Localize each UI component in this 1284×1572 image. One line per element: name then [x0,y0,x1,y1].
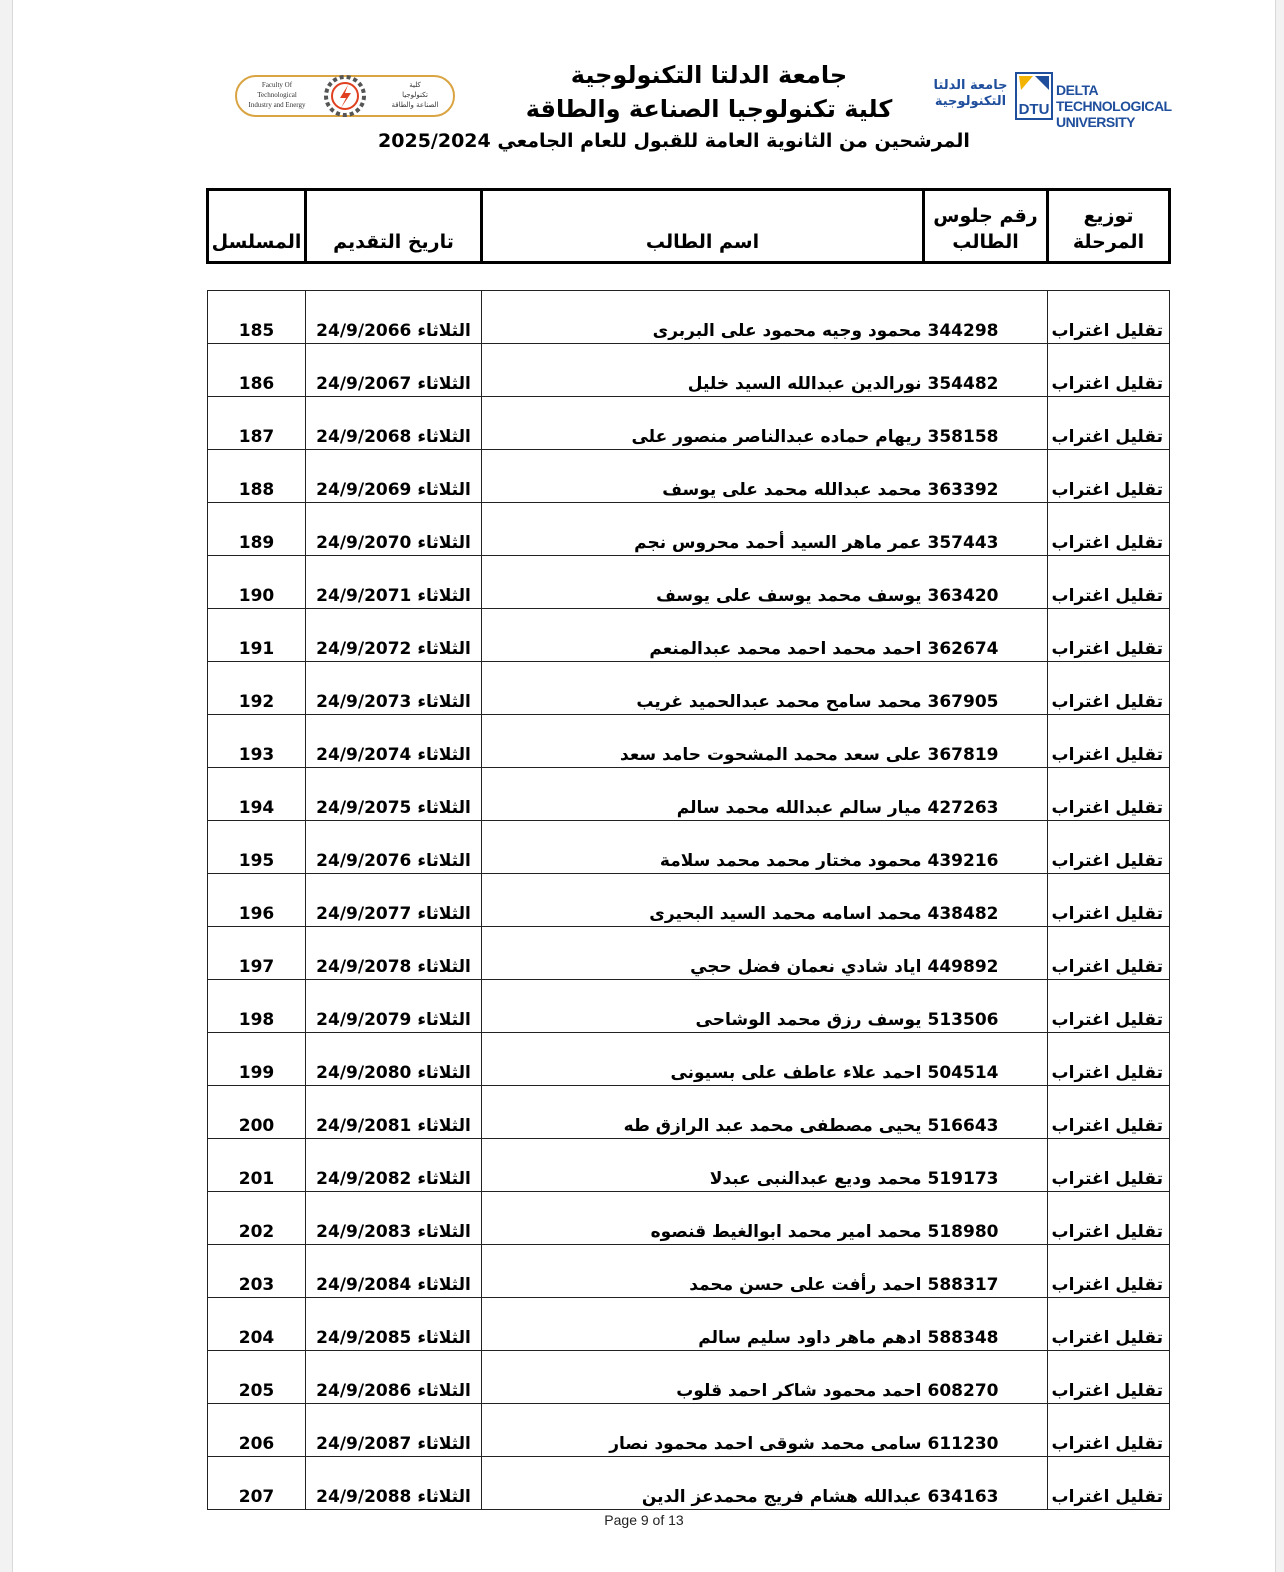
application-date-cell [306,291,482,344]
serial-cell: 207 [208,1457,306,1510]
serial-cell: 198 [208,980,306,1033]
application-date-cell [306,821,482,874]
application-day: الثلاثاء [417,1434,471,1454]
application-day: الثلاثاء [417,586,471,606]
stage-cell: تقليل اغتراب [1048,1298,1170,1351]
stage-cell: تقليل اغتراب [1048,1086,1170,1139]
application-day: الثلاثاء [417,692,471,712]
seat-number-cell: 367819 [924,715,1048,768]
student-name-cell: اياد شادي نعمان فضل حجي [482,927,924,980]
application-day: الثلاثاء [417,1116,471,1136]
stage-cell: تقليل اغتراب [1048,1033,1170,1086]
table-header-row [208,190,1170,263]
application-date-cell [306,1404,482,1457]
application-day: الثلاثاء [417,480,471,500]
table-row [208,1086,1170,1139]
seat-number-cell: 516643 [924,1086,1048,1139]
table-row [208,291,1170,344]
seat-number-cell: 608270 [924,1351,1048,1404]
application-date: 24/9/2076 [316,851,412,871]
serial-cell: 194 [208,768,306,821]
application-date-cell [306,874,482,927]
university-logo-english: DELTA TECHNOLOGICAL UNIVERSITY [1056,82,1172,130]
table-row [208,980,1170,1033]
page-number: Page 9 of 13 [604,1512,684,1528]
seat-number-cell: 449892 [924,927,1048,980]
svg-text:Industry and Energy: Industry and Energy [248,101,306,109]
document-page [12,0,1276,1572]
student-name-cell: محمد سامح محمد عبدالحميد غريب [482,662,924,715]
application-date: 24/9/2081 [316,1116,412,1136]
application-date: 24/9/2078 [316,957,412,977]
table-row [208,927,1170,980]
table-row [208,397,1170,450]
svg-text:الصناعة والطاقة: الصناعة والطاقة [391,101,439,109]
student-name-cell: عبدالله هشام فريج محمدعز الدين [482,1457,924,1510]
stage-cell: تقليل اغتراب [1048,1351,1170,1404]
stage-cell: تقليل اغتراب [1048,662,1170,715]
seat-number-cell: 363420 [924,556,1048,609]
list-title: المرشحين من الثانوية العامة للقبول للعام الجامعي 2025/2024 [378,130,970,152]
student-name-cell: على سعد محمد المشحوت حامد سعد [482,715,924,768]
serial-cell: 190 [208,556,306,609]
table-row [208,609,1170,662]
student-name-cell: محمد وديع عبدالنبى عبدلا [482,1139,924,1192]
serial-cell: 196 [208,874,306,927]
serial-cell: 206 [208,1404,306,1457]
application-date-cell [306,768,482,821]
university-logo-arabic: جامعة الدلتا التكنولوجية [933,78,1008,109]
application-day: الثلاثاء [417,1381,471,1401]
application-date-cell [306,980,482,1033]
table-row [208,450,1170,503]
student-name-cell: احمد محمد احمد محمد عبدالمنعم [482,609,924,662]
svg-text:Technological: Technological [257,91,297,99]
svg-text:كلية: كلية [409,81,421,89]
application-day: الثلاثاء [417,533,471,553]
application-day: الثلاثاء [417,904,471,924]
application-date: 24/9/2067 [316,374,412,394]
stage-cell: تقليل اغتراب [1048,344,1170,397]
application-day: الثلاثاء [417,798,471,818]
application-day: الثلاثاء [417,1222,471,1242]
seat-number-cell: 344298 [924,291,1048,344]
application-day: الثلاثاء [417,1010,471,1030]
university-title: جامعة الدلتا التكنولوجية [570,61,848,89]
application-date: 24/9/2073 [316,692,412,712]
application-date: 24/9/2075 [316,798,412,818]
table-row [208,1298,1170,1351]
seat-number-cell: 427263 [924,768,1048,821]
seat-number-cell: 363392 [924,450,1048,503]
seat-number-cell: 611230 [924,1404,1048,1457]
table-row [208,1192,1170,1245]
seat-number-cell: 519173 [924,1139,1048,1192]
table-row [208,821,1170,874]
application-date: 24/9/2074 [316,745,412,765]
seat-number-cell: 439216 [924,821,1048,874]
seat-number-cell: 634163 [924,1457,1048,1510]
application-date-cell [306,344,482,397]
stage-cell: تقليل اغتراب [1048,397,1170,450]
serial-cell: 188 [208,450,306,503]
student-name-cell: عمر ماهر السيد أحمد محروس نجم [482,503,924,556]
application-date: 24/9/2079 [316,1010,412,1030]
application-date: 24/9/2071 [316,586,412,606]
application-date-cell [306,609,482,662]
application-date: 24/9/2068 [316,427,412,447]
application-date: 24/9/2086 [316,1381,412,1401]
serial-cell: 189 [208,503,306,556]
application-day: الثلاثاء [417,321,471,341]
stage-cell: تقليل اغتراب [1048,1139,1170,1192]
application-date: 24/9/2077 [316,904,412,924]
application-date-cell [306,1351,482,1404]
seat-number-cell: 358158 [924,397,1048,450]
header-seat-number: رقم جلوس الطالب [924,190,1048,263]
serial-cell: 185 [208,291,306,344]
application-date-cell [306,715,482,768]
application-date: 24/9/2085 [316,1328,412,1348]
serial-cell: 202 [208,1192,306,1245]
stage-cell: تقليل اغتراب [1048,1457,1170,1510]
table-row [208,1245,1170,1298]
serial-cell: 186 [208,344,306,397]
student-name-cell: محمد عبدالله محمد على يوسف [482,450,924,503]
stage-cell: تقليل اغتراب [1048,503,1170,556]
candidates-table [206,188,1168,1510]
application-date-cell [306,1139,482,1192]
student-name-cell: احمد محمود شاكر احمد قلوب [482,1351,924,1404]
document-header [13,58,1275,156]
table-row [208,1404,1170,1457]
stage-cell: تقليل اغتراب [1048,821,1170,874]
application-day: الثلاثاء [417,851,471,871]
student-name-cell: ميار سالم عبدالله محمد سالم [482,768,924,821]
table-row [208,1351,1170,1404]
application-day: الثلاثاء [417,1169,471,1189]
student-name-cell: يوسف رزق محمد الوشاحى [482,980,924,1033]
application-date: 24/9/2069 [316,480,412,500]
application-date-cell [306,662,482,715]
header-stage: توزيع المرحلة [1048,190,1170,263]
table-row [208,1139,1170,1192]
stage-cell: تقليل اغتراب [1048,768,1170,821]
serial-cell: 197 [208,927,306,980]
application-date-cell [306,1086,482,1139]
serial-cell: 191 [208,609,306,662]
stage-cell: تقليل اغتراب [1048,980,1170,1033]
svg-text:DTU: DTU [1018,101,1050,118]
application-date: 24/9/2072 [316,639,412,659]
serial-cell: 199 [208,1033,306,1086]
student-name-cell: ادهم ماهر داود سليم سالم [482,1298,924,1351]
student-name-cell: احمد علاء عاطف على بسيونى [482,1033,924,1086]
seat-number-cell: 357443 [924,503,1048,556]
table-row [208,768,1170,821]
seat-number-cell: 354482 [924,344,1048,397]
application-date: 24/9/2088 [316,1487,412,1507]
application-day: الثلاثاء [417,639,471,659]
serial-cell: 195 [208,821,306,874]
serial-cell: 204 [208,1298,306,1351]
application-date: 24/9/2080 [316,1063,412,1083]
stage-cell: تقليل اغتراب [1048,1245,1170,1298]
application-date-cell [306,397,482,450]
seat-number-cell: 504514 [924,1033,1048,1086]
serial-cell: 201 [208,1139,306,1192]
application-date-cell [306,1245,482,1298]
serial-cell: 200 [208,1086,306,1139]
student-name-cell: ريهام حماده عبدالناصر منصور على [482,397,924,450]
application-date-cell [306,1298,482,1351]
student-name-cell: محمود وجيه محمود على البربرى [482,291,924,344]
seat-number-cell: 362674 [924,609,1048,662]
application-day: الثلاثاء [417,1275,471,1295]
application-date: 24/9/2070 [316,533,412,553]
serial-cell: 192 [208,662,306,715]
student-name-cell: يحيى مصطفى محمد عبد الرازق طه [482,1086,924,1139]
application-day: الثلاثاء [417,1487,471,1507]
stage-cell: تقليل اغتراب [1048,715,1170,768]
stage-cell: تقليل اغتراب [1048,450,1170,503]
application-day: الثلاثاء [417,957,471,977]
svg-text:تكنولوجيا: تكنولوجيا [402,91,428,99]
application-day: الثلاثاء [417,427,471,447]
stage-cell: تقليل اغتراب [1048,291,1170,344]
student-name-cell: يوسف محمد يوسف على يوسف [482,556,924,609]
application-day: الثلاثاء [417,374,471,394]
seat-number-cell: 367905 [924,662,1048,715]
application-date-cell [306,450,482,503]
header-serial: المسلسل [208,190,306,263]
header-application-date: تاريخ التقديم [306,190,482,263]
serial-cell: 193 [208,715,306,768]
seat-number-cell: 588348 [924,1298,1048,1351]
serial-cell: 205 [208,1351,306,1404]
seat-number-cell: 438482 [924,874,1048,927]
student-name-cell: محمد اسامه محمد السيد البحيرى [482,874,924,927]
application-date: 24/9/2087 [316,1434,412,1454]
application-date: 24/9/2082 [316,1169,412,1189]
application-date: 24/9/2083 [316,1222,412,1242]
svg-text:Faculty Of: Faculty Of [261,81,293,89]
application-date: 24/9/2084 [316,1275,412,1295]
seat-number-cell: 588317 [924,1245,1048,1298]
stage-cell: تقليل اغتراب [1048,609,1170,662]
table-spacer-row [208,263,1170,291]
stage-cell: تقليل اغتراب [1048,874,1170,927]
seat-number-cell: 513506 [924,980,1048,1033]
application-date-cell [306,556,482,609]
faculty-title: كلية تكنولوجيا الصناعة والطاقة [525,95,893,123]
application-date-cell [306,1192,482,1245]
stage-cell: تقليل اغتراب [1048,1404,1170,1457]
application-day: الثلاثاء [417,745,471,765]
application-day: الثلاثاء [417,1063,471,1083]
stage-cell: تقليل اغتراب [1048,1192,1170,1245]
student-name-cell: محمد امير محمد ابوالغيط قنصوه [482,1192,924,1245]
table-row [208,503,1170,556]
seat-number-cell: 518980 [924,1192,1048,1245]
stage-cell: تقليل اغتراب [1048,556,1170,609]
student-name-cell: احمد رأفت على حسن محمد [482,1245,924,1298]
table-row [208,1033,1170,1086]
serial-cell: 187 [208,397,306,450]
header-student-name: اسم الطالب [482,190,924,263]
student-name-cell: نورالدين عبدالله السيد خليل [482,344,924,397]
application-date: 24/9/2066 [316,321,412,341]
application-date-cell [306,1457,482,1510]
table-row [208,556,1170,609]
table-row [208,715,1170,768]
application-date-cell [306,927,482,980]
student-name-cell: محمود مختار محمد محمد سلامة [482,821,924,874]
table-row [208,344,1170,397]
student-name-cell: سامى محمد شوقى احمد محمود نصار [482,1404,924,1457]
stage-cell: تقليل اغتراب [1048,927,1170,980]
table-row [208,1457,1170,1510]
serial-cell: 203 [208,1245,306,1298]
table-row [208,874,1170,927]
table-row [208,662,1170,715]
application-date-cell [306,503,482,556]
application-date-cell [306,1033,482,1086]
application-day: الثلاثاء [417,1328,471,1348]
